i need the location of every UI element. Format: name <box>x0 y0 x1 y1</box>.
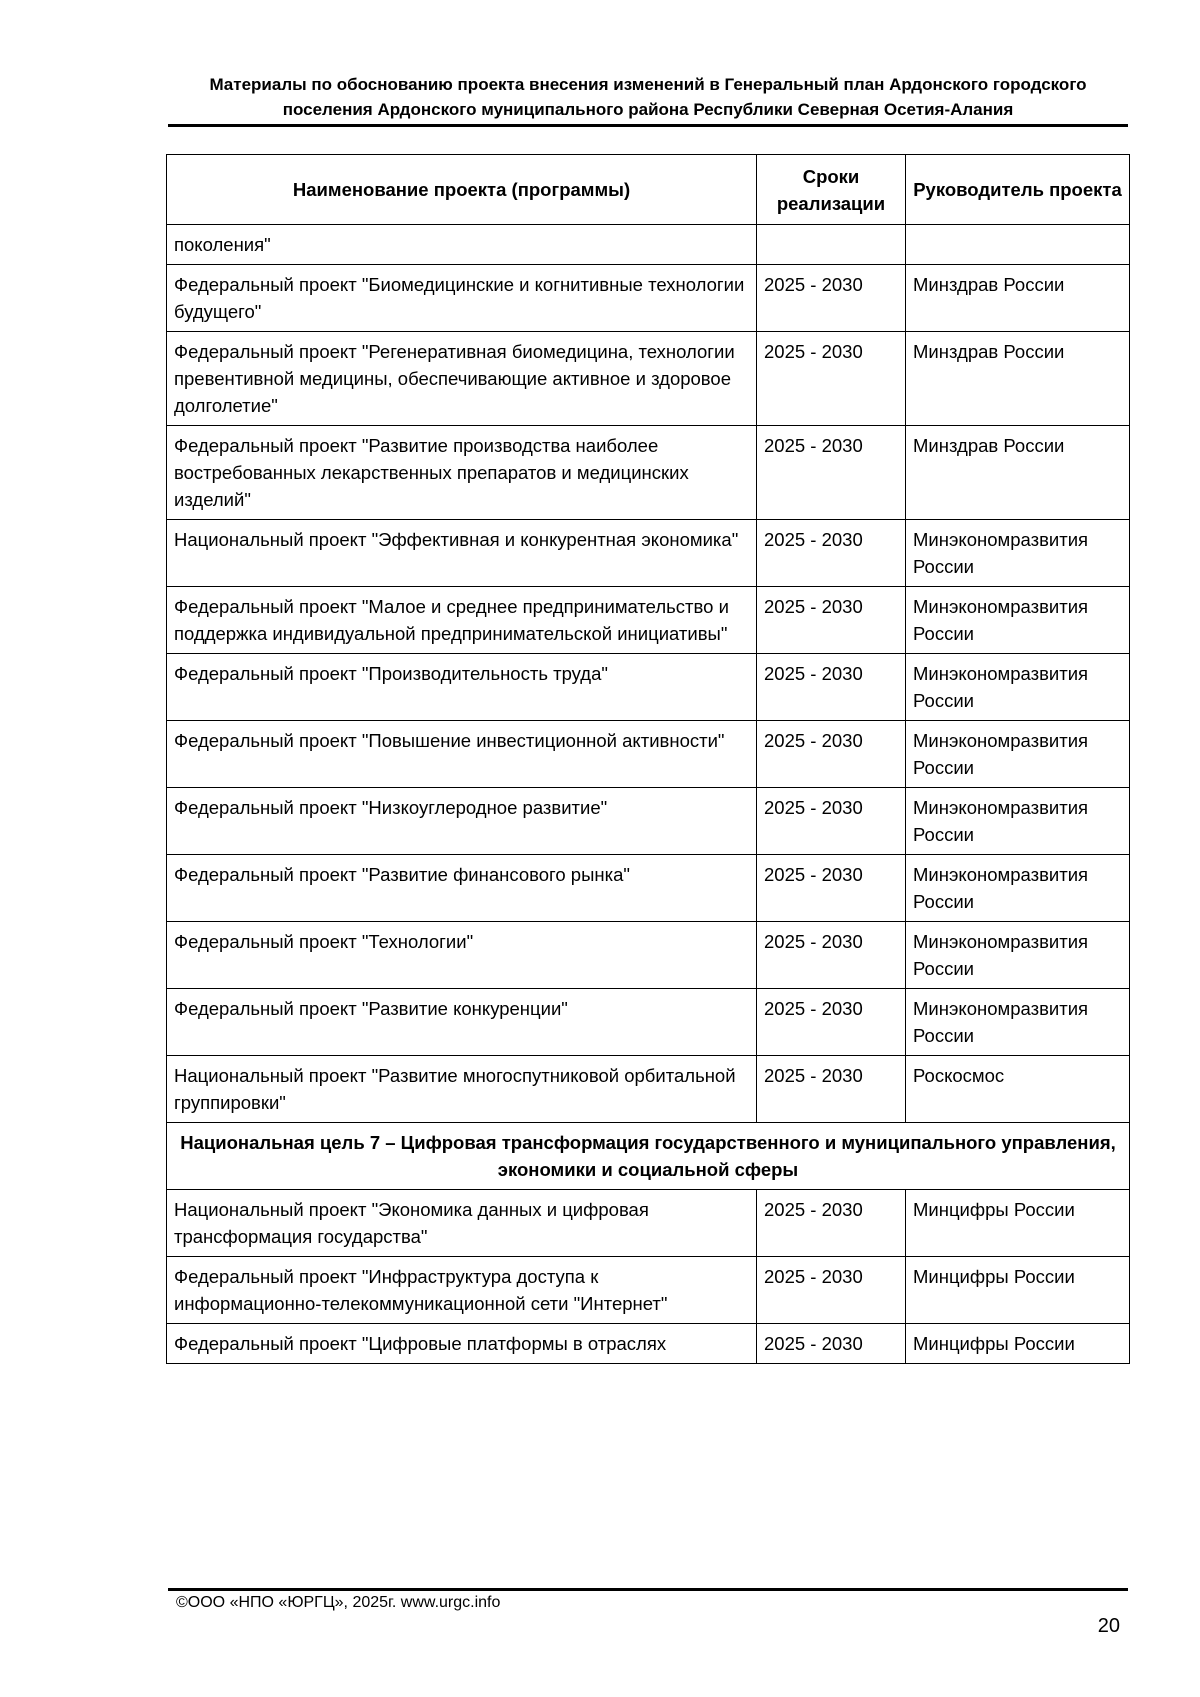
project-name: Федеральный проект "Развитие производства наиболее востребованных лекарственных препаратов и медицинских изделий" <box>167 426 757 520</box>
project-name: Национальный проект "Экономика данных и цифровая трансформация государства" <box>167 1190 757 1257</box>
table-row <box>167 1190 1130 1257</box>
project-lead: Минздрав России <box>906 426 1130 520</box>
project-period: 2025 - 2030 <box>757 332 906 426</box>
table-row <box>167 265 1130 332</box>
table-row <box>167 520 1130 587</box>
project-lead: Минэкономразвития России <box>906 989 1130 1056</box>
projects-table <box>166 154 1130 1364</box>
project-period: 2025 - 2030 <box>757 922 906 989</box>
table-row <box>167 654 1130 721</box>
table-row <box>167 587 1130 654</box>
project-name: Федеральный проект "Инфраструктура доступа к информационно-телекоммуникационной сети "Интернет" <box>167 1257 757 1324</box>
page-header <box>168 72 1128 122</box>
project-name: Федеральный проект "Развитие конкуренции" <box>167 989 757 1056</box>
project-period: 2025 - 2030 <box>757 1056 906 1123</box>
project-name: Федеральный проект "Развитие финансового рынка" <box>167 855 757 922</box>
project-lead: Минздрав России <box>906 332 1130 426</box>
project-period: 2025 - 2030 <box>757 265 906 332</box>
table-row <box>167 1056 1130 1123</box>
project-period <box>757 225 906 265</box>
project-name: Федеральный проект "Малое и среднее предпринимательство и поддержка индивидуальной предпринимательской инициативы" <box>167 587 757 654</box>
header-line-1: Материалы по обоснованию проекта внесения изменений в Генеральный план Ардонского городского <box>209 75 1087 94</box>
project-lead: Минцифры России <box>906 1190 1130 1257</box>
project-name: Национальный проект "Эффективная и конкурентная экономика" <box>167 520 757 587</box>
project-period: 2025 - 2030 <box>757 520 906 587</box>
project-period: 2025 - 2030 <box>757 587 906 654</box>
project-name: Федеральный проект "Производительность труда" <box>167 654 757 721</box>
project-lead <box>906 225 1130 265</box>
table-row <box>167 1324 1130 1364</box>
project-name: Национальный проект "Развитие многоспутниковой орбитальной группировки" <box>167 1056 757 1123</box>
project-lead: Минэкономразвития России <box>906 587 1130 654</box>
header-line-2: поселения Ардонского муниципального района Республики Северная Осетия-Алания <box>282 100 1014 119</box>
project-lead: Минэкономразвития России <box>906 922 1130 989</box>
project-lead: Минздрав России <box>906 265 1130 332</box>
table-row <box>167 788 1130 855</box>
project-lead: Минэкономразвития России <box>906 855 1130 922</box>
table-row <box>167 1257 1130 1324</box>
table-row <box>167 332 1130 426</box>
column-header-period: Сроки реализации <box>757 155 906 225</box>
project-period: 2025 - 2030 <box>757 1324 906 1364</box>
table-row <box>167 855 1130 922</box>
project-period: 2025 - 2030 <box>757 721 906 788</box>
project-lead: Минэкономразвития России <box>906 654 1130 721</box>
page-number: 20 <box>1097 1615 1120 1637</box>
footer-rule <box>168 1588 1128 1591</box>
project-name: Федеральный проект "Низкоуглеродное развитие" <box>167 788 757 855</box>
table-row <box>167 225 1130 265</box>
project-period: 2025 - 2030 <box>757 654 906 721</box>
project-name: поколения" <box>167 225 757 265</box>
project-period: 2025 - 2030 <box>757 989 906 1056</box>
table-row <box>167 426 1130 520</box>
footer-copyright: ©ООО «НПО «ЮРГЦ», 2025г. www.urgc.info <box>176 1594 501 1611</box>
project-lead: Минцифры России <box>906 1324 1130 1364</box>
project-period: 2025 - 2030 <box>757 855 906 922</box>
project-name: Федеральный проект "Повышение инвестиционной активности" <box>167 721 757 788</box>
project-lead: Минэкономразвития России <box>906 721 1130 788</box>
national-goal-7-heading: Национальная цель 7 – Цифровая трансформация государственного и муниципального управления, экономики и социальной сферы <box>167 1123 1130 1190</box>
table-header-row <box>167 155 1130 225</box>
project-name: Федеральный проект "Цифровые платформы в отраслях <box>167 1324 757 1364</box>
goal-section-row <box>167 1123 1130 1190</box>
column-header-lead: Руководитель проекта <box>906 155 1130 225</box>
table-row <box>167 989 1130 1056</box>
project-lead: Минэкономразвития России <box>906 788 1130 855</box>
table-row <box>167 922 1130 989</box>
project-period: 2025 - 2030 <box>757 1190 906 1257</box>
project-name: Федеральный проект "Технологии" <box>167 922 757 989</box>
project-period: 2025 - 2030 <box>757 426 906 520</box>
project-period: 2025 - 2030 <box>757 1257 906 1324</box>
table-row <box>167 721 1130 788</box>
project-name: Федеральный проект "Биомедицинские и когнитивные технологии будущего" <box>167 265 757 332</box>
project-lead: Минэкономразвития России <box>906 520 1130 587</box>
project-period: 2025 - 2030 <box>757 788 906 855</box>
project-name: Федеральный проект "Регенеративная биомедицина, технологии превентивной медицины, обеспечивающие активное и здоровое долголетие" <box>167 332 757 426</box>
column-header-name: Наименование проекта (программы) <box>167 155 757 225</box>
project-lead: Роскосмос <box>906 1056 1130 1123</box>
header-rule <box>168 124 1128 127</box>
project-lead: Минцифры России <box>906 1257 1130 1324</box>
